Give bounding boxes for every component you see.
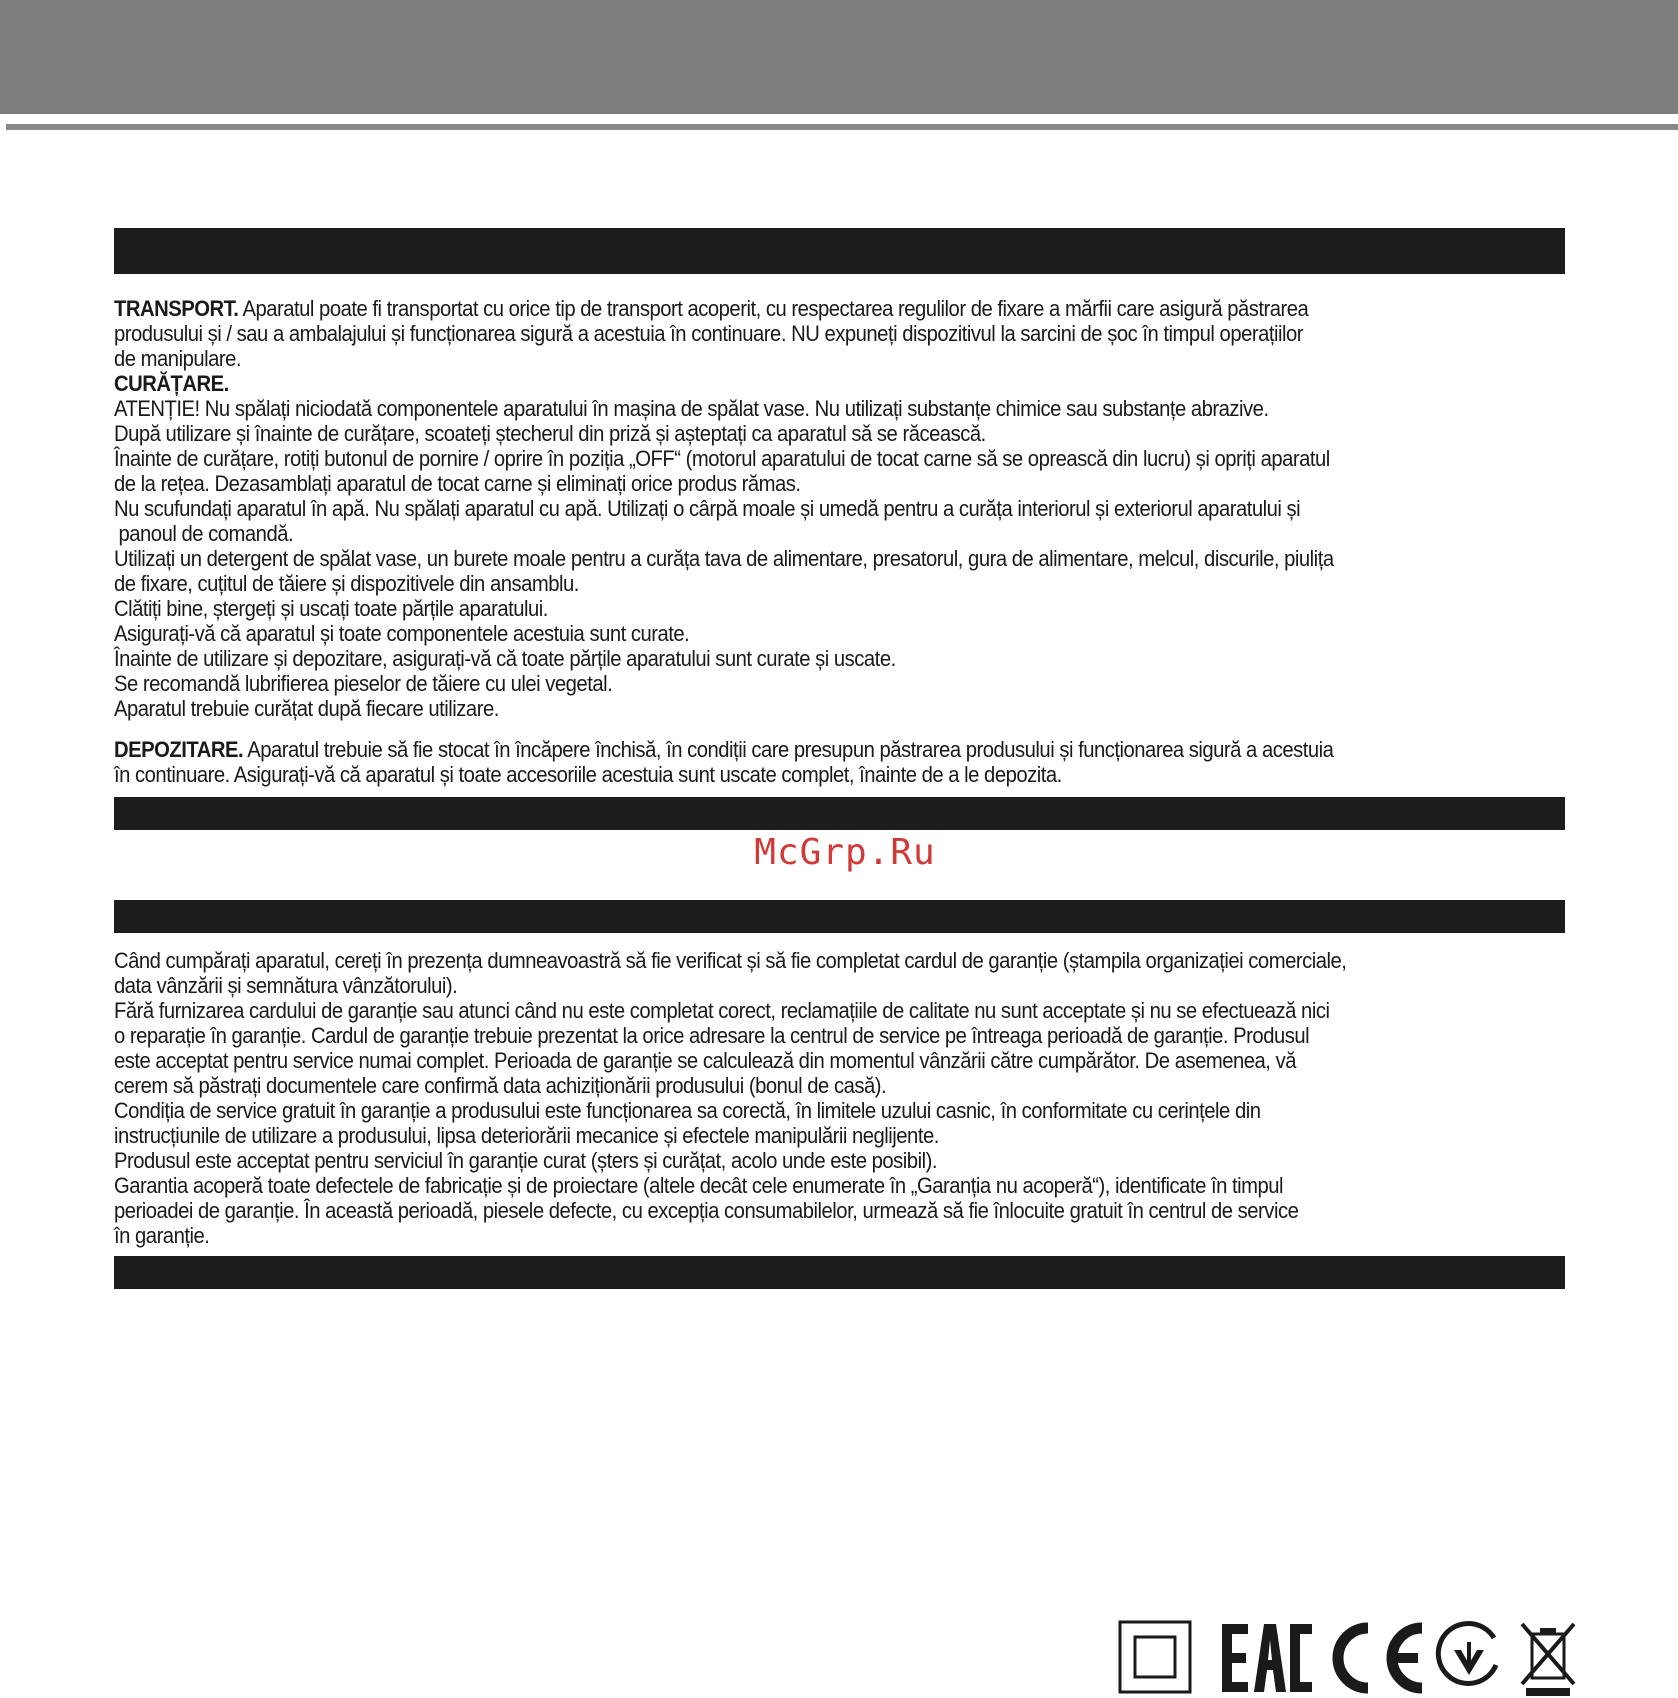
section-bar-2 [114, 797, 1565, 830]
warranty-line: o reparație în garanție. Cardul de garanție trebuie prezentat la orice adresare la centrul de service pe întreaga perioadă de garanție. Produsul [114, 1023, 1310, 1048]
cleaning-line: Aparatul trebuie curățat după fiecare utilizare. [114, 696, 499, 721]
warranty-line: Când cumpărați aparatul, cereți în prezența dumneavoastră să fie verificat și să fie completat cardul de garanție (ștampila organizației comerciale, [114, 948, 1347, 973]
crossed-bin-icon [1518, 1620, 1578, 1698]
cleaning-line: de la rețea. Dezasamblați aparatul de tocat carne și eliminați orice produs rămas. [114, 471, 801, 496]
warranty-line: data vânzării și semnătura vânzătorului). [114, 973, 458, 998]
cleaning-line: Înainte de utilizare și depozitare, asigurați-vă că toate părțile aparatului sunt curate și uscate. [114, 646, 896, 671]
header-banner [0, 0, 1678, 114]
cleaning-line: Clătiți bine, ștergeți și uscați toate părțile aparatului. [114, 596, 548, 621]
cleaning-line: Utilizați un detergent de spălat vase, un burete moale pentru a curăța tava de alimentare, presatorul, gura de alimentare, melcul, discurile, piulița [114, 546, 1334, 571]
warranty-line: este acceptat pentru service numai complet. Perioada de garanție se calculează din momentul vânzării către cumpărător. De asemenea, vă [114, 1048, 1296, 1073]
storage-line-2: în continuare. Asigurați-vă că aparatul și toate accesoriile acestuia sunt uscate complet, înainte de a le depozita. [114, 762, 1062, 787]
warranty-line: instrucțiunile de utilizare a produsului, lipsa deteriorării mecanice și efectele manipulării neglijente. [114, 1123, 939, 1148]
storage-section [114, 737, 1464, 787]
maintenance-section [114, 296, 1464, 721]
warranty-section [114, 948, 1464, 1248]
header-rule [6, 124, 1678, 130]
warranty-line: cerem să păstrați documentele care confirmă data achiziționării produsului (bonul de casă). [114, 1073, 887, 1098]
warranty-line: Produsul este acceptat pentru serviciul în garanție curat (șters și curățat, acolo unde este posibil). [114, 1148, 937, 1173]
storage-line-1: DEPOZITARE. Aparatul trebuie să fie stocat în încăpere închisă, în condiții care presupun păstrarea produsului și funcționarea sigură a acestuia [114, 737, 1334, 762]
section-bar-warranty [114, 900, 1565, 933]
warranty-line: Fără furnizarea cardului de garanție sau atunci când nu este completat corect, reclamațiile de calitate nu sunt acceptate și nu se efectuează nici [114, 998, 1330, 1023]
warranty-line: în garanție. [114, 1223, 210, 1248]
ce-mark [1318, 1620, 1430, 1696]
transport-line-1: TRANSPORT. Aparatul poate fi transportat cu orice tip de transport acoperit, cu respectarea regulilor de fixare a mărfii care asigură păstrarea [114, 296, 1309, 321]
cleaning-line: Asigurați-vă că aparatul și toate componentele acestuia sunt curate. [114, 621, 690, 646]
warranty-line: perioadei de garanție. În această perioadă, piesele defecte, cu excepția consumabilelor, urmează să fie înlocuite gratuit în centrul de service [114, 1198, 1299, 1223]
cleaning-line: Înainte de curățare, rotiți butonul de pornire / oprire în poziția „OFF“ (motorul aparatului de tocat carne să se oprească din lucru) și opriți aparatul [114, 446, 1330, 471]
storage-heading: DEPOZITARE. [114, 737, 244, 762]
certification-marks [1118, 1620, 1578, 1698]
cleaning-line: Nu scufundați aparatul în apă. Nu spălați aparatul cu apă. Utilizați o cârpă moale și umedă pentru a curăța interiorul și exteriorul aparatului și [114, 496, 1301, 521]
transport-heading: TRANSPORT. [114, 296, 239, 321]
cleaning-line: Se recomandă lubrifierea pieselor de tăiere cu ulei vegetal. [114, 671, 613, 696]
warranty-line: Condiția de service gratuit în garanție a produsului este funcționarea sa corectă, în limitele uzului casnic, în conformitate cu cerințele din [114, 1098, 1261, 1123]
cleaning-line: ATENȚIE! Nu spălați niciodată componentele aparatului în mașina de spălat vase. Nu utilizați substanțe chimice sau substanțe abrazive. [114, 396, 1269, 421]
cleaning-line: de fixare, cuțitul de tăiere și dispozitivele din ansamblu. [114, 571, 579, 596]
double-square-icon [1118, 1620, 1192, 1694]
cleaning-line: panoul de comandă. [118, 521, 294, 546]
eac-mark [1218, 1620, 1314, 1696]
transport-line-2: produsului și / sau a ambalajului și funcționarea sigură a acestuia în continuare. NU expuneți dispozitivul la sarcini de șoc în timpul operațiilor [114, 321, 1304, 346]
cleaning-line: După utilizare și înainte de curățare, scoateți ștecherul din priză și așteptați ca aparatul să se răcească. [114, 421, 986, 446]
cleaning-heading: CURĂȚARE. [114, 371, 229, 396]
warranty-line: Garantia acoperă toate defectele de fabricație și de proiectare (altele decât cele enumerate în „Garanția nu acoperă“), identificate în timpul [114, 1173, 1284, 1198]
transport-line-3: de manipulare. [114, 346, 242, 371]
watermark: McGrp.Ru [754, 832, 936, 873]
ukrsepro-icon [1434, 1620, 1504, 1690]
section-bar-maintenance [114, 228, 1565, 274]
section-bar-4 [114, 1256, 1565, 1289]
